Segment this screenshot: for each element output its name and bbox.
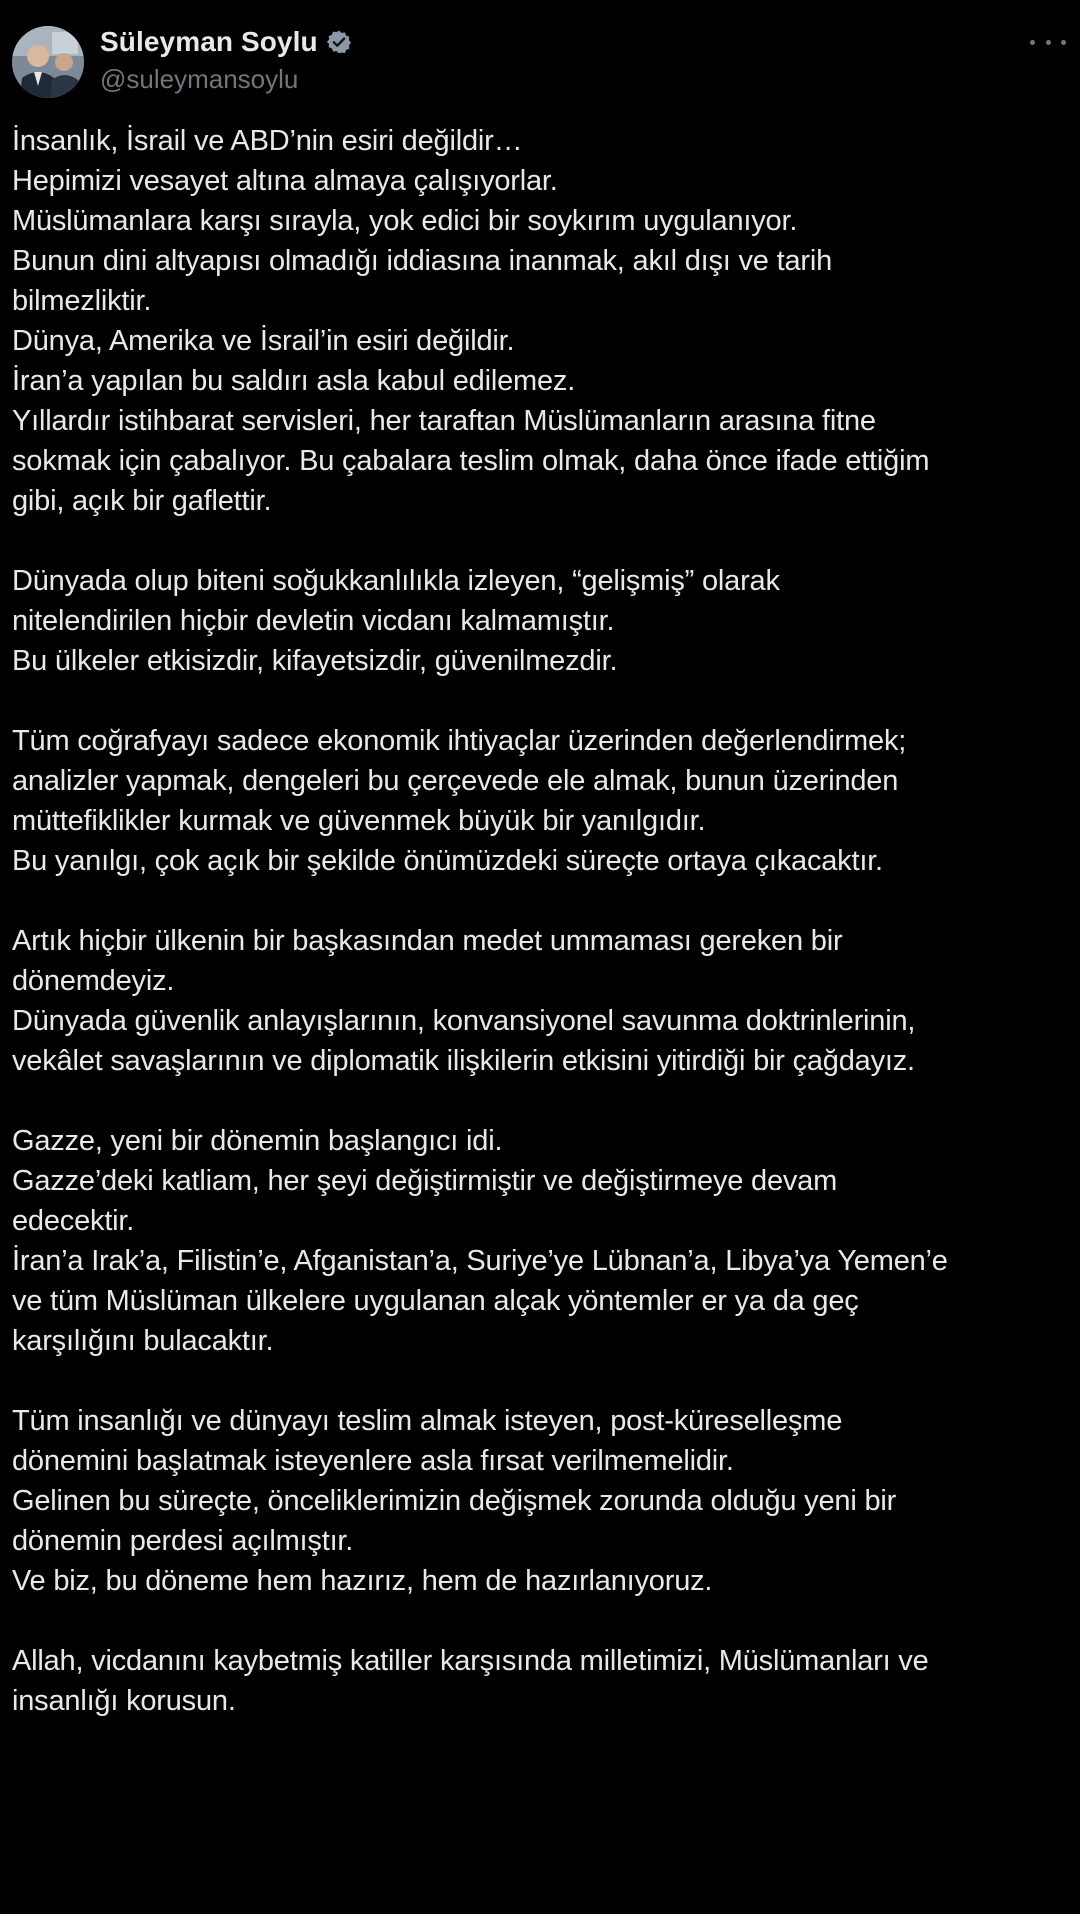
tweet-text	[12, 121, 1062, 1761]
more-dot	[1030, 40, 1035, 45]
more-horizontal-icon[interactable]	[1030, 30, 1066, 54]
author-avatar[interactable]	[12, 26, 84, 98]
profile-photo-icon	[12, 26, 84, 98]
tweet-line: Gazze, yeni bir dönemin başlangıcı idi.	[12, 1125, 503, 1157]
tweet-line: Dünyada olup biteni soğukkanlılıkla izleyen, “gelişmiş” olarak	[12, 565, 780, 597]
tweet-line: gibi, açık bir gaflettir.	[12, 485, 272, 517]
tweet-line: ve tüm Müslüman ülkelere uygulanan alçak yöntemler er ya da geç	[12, 1285, 859, 1317]
tweet-line: karşılığını bulacaktır.	[12, 1325, 274, 1357]
tweet-line: nitelendirilen hiçbir devletin vicdanı kalmamıştır.	[12, 605, 615, 637]
tweet-line: İnsanlık, İsrail ve ABD’nin esiri değildir…	[12, 125, 523, 157]
tweet-line: sokmak için çabalıyor. Bu çabalara teslim olmak, daha önce ifade ettiğim	[12, 445, 930, 477]
tweet-line: dönemin perdesi açılmıştır.	[12, 1525, 354, 1557]
more-dot	[1046, 40, 1051, 45]
tweet-line: Dünya, Amerika ve İsrail’in esiri değildir.	[12, 325, 515, 357]
tweet-paragraph	[12, 1641, 1062, 1721]
tweet-line: İran’a yapılan bu saldırı asla kabul edilemez.	[12, 365, 576, 397]
tweet-line: Yıllardır istihbarat servisleri, her taraftan Müslümanların arasına fitne	[12, 405, 876, 437]
author-names	[100, 24, 352, 95]
tweet-line: Ve biz, bu döneme hem hazırız, hem de hazırlanıyoruz.	[12, 1565, 713, 1597]
tweet-line: Gazze’deki katliam, her şeyi değiştirmiştir ve değiştirmeye devam	[12, 1165, 838, 1197]
tweet-line: Artık hiçbir ülkenin bir başkasından medet ummaması gereken bir	[12, 925, 843, 957]
tweet-paragraph	[12, 921, 1062, 1081]
tweet-line: dönemdeyiz.	[12, 965, 175, 997]
tweet-line: Tüm insanlığı ve dünyayı teslim almak isteyen, post-küreselleşme	[12, 1405, 843, 1437]
author-handle[interactable]: @suleymansoylu	[100, 64, 299, 94]
tweet-line: Dünyada güvenlik anlayışlarının, konvansiyonel savunma doktrinlerinin,	[12, 1005, 916, 1037]
tweet-line: Allah, vicdanını kaybetmiş katiller karşısında milletimizi, Müslümanları ve	[12, 1645, 929, 1677]
tweet-line: müttefiklikler kurmak ve güvenmek büyük bir yanılgıdır.	[12, 805, 706, 837]
tweet-line: dönemini başlatmak isteyenlere asla fırsat verilmemelidir.	[12, 1445, 734, 1477]
tweet-paragraph	[12, 1401, 1062, 1601]
tweet-line: Bu ülkeler etkisizdir, kifayetsizdir, güvenilmezdir.	[12, 645, 618, 677]
tweet-line: Müslümanlara karşı sırayla, yok edici bir soykırım uygulanıyor.	[12, 205, 798, 237]
author-display-name[interactable]: Süleyman Soylu	[100, 26, 318, 57]
tweet-line: Tüm coğrafyayı sadece ekonomik ihtiyaçlar üzerinden değerlendirmek;	[12, 725, 907, 757]
tweet-paragraph	[12, 721, 1062, 881]
tweet-line: edecektir.	[12, 1205, 135, 1237]
tweet-line: analizler yapmak, dengeleri bu çerçevede ele almak, bunun üzerinden	[12, 765, 899, 797]
tweet-line: İran’a Irak’a, Filistin’e, Afganistan’a, Suriye’ye Lübnan’a, Libya’ya Yemen’e	[12, 1245, 948, 1277]
verified-badge-icon[interactable]	[326, 29, 352, 55]
tweet-line: Hepimizi vesayet altına almaya çalışıyorlar.	[12, 165, 558, 197]
tweet-header	[12, 22, 1066, 102]
display-name-row	[100, 24, 352, 60]
tweet-line: insanlığı korusun.	[12, 1685, 236, 1717]
tweet-line: Bunun dini altyapısı olmadığı iddiasına inanmak, akıl dışı ve tarih	[12, 245, 833, 277]
tweet-line: vekâlet savaşlarının ve diplomatik ilişkilerin etkisini yitirdiği bir çağdayız.	[12, 1045, 915, 1077]
tweet-paragraph	[12, 561, 1062, 681]
tweet-line: bilmezliktir.	[12, 285, 152, 317]
more-dot	[1061, 40, 1066, 45]
tweet-paragraph	[12, 1121, 1062, 1361]
tweet-line: Gelinen bu süreçte, önceliklerimizin değişmek zorunda olduğu yeni bir	[12, 1485, 897, 1517]
tweet-line: Bu yanılgı, çok açık bir şekilde önümüzdeki süreçte ortaya çıkacaktır.	[12, 845, 883, 877]
tweet-paragraph	[12, 121, 1062, 521]
